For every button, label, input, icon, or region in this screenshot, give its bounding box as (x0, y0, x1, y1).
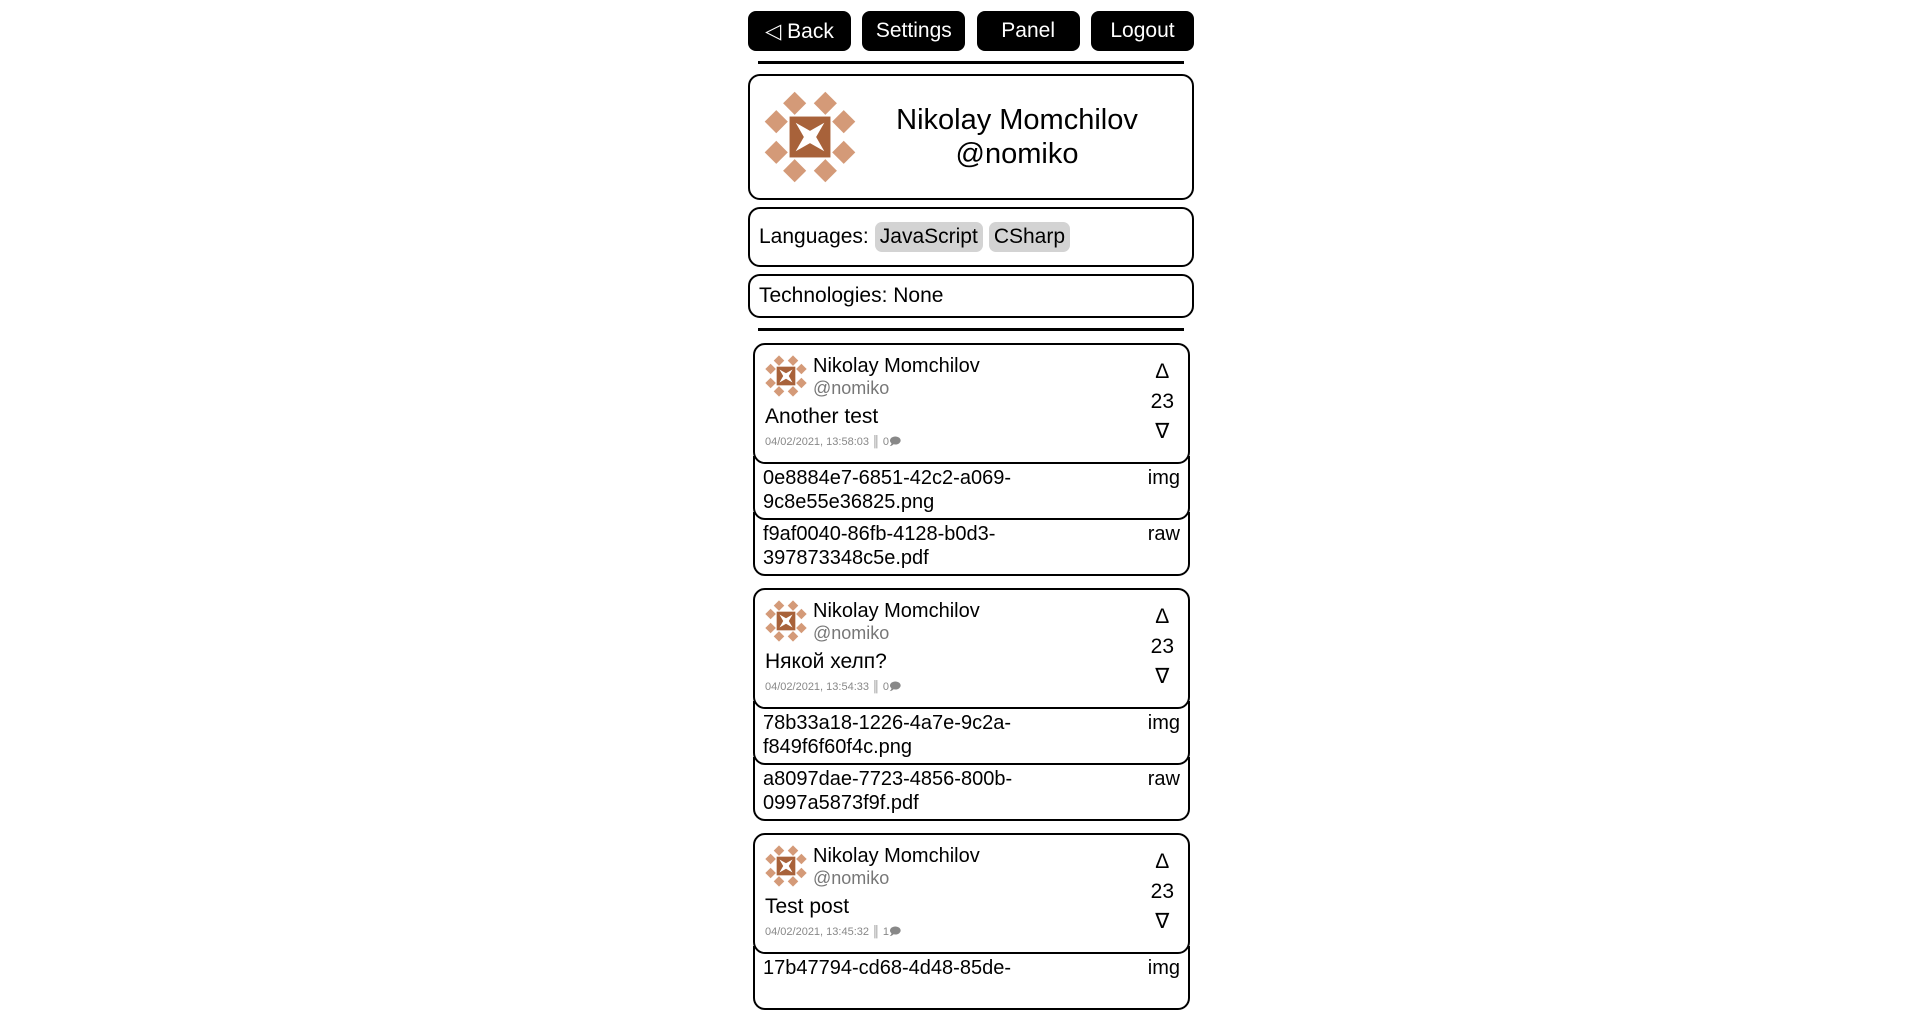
vote-count: 23 (1150, 390, 1174, 413)
downvote-button[interactable]: ∇ (1155, 910, 1170, 933)
post-date: 04/02/2021, 13:45:32 (765, 926, 869, 938)
comment-count: 1 (882, 926, 890, 938)
attachment-row[interactable] (753, 757, 1190, 821)
post-avatar (765, 600, 807, 642)
downvote-button[interactable]: ∇ (1155, 665, 1170, 688)
separator: ║ (872, 926, 880, 938)
post-handle: @nomiko (813, 378, 890, 398)
upvote-button[interactable]: Δ (1155, 605, 1170, 628)
attachment-name[interactable]: a8097dae-7723-4856-800b-0997a5873f9f.pdf (763, 768, 1013, 814)
post-date: 04/02/2021, 13:58:03 (765, 436, 869, 448)
attachment-name[interactable]: 17b47794-cd68-4d48-85de- (763, 957, 1011, 979)
attachment-type: img (1147, 467, 1180, 489)
profile-handle: @nomiko (955, 138, 1079, 170)
post-text: Another test (765, 405, 879, 428)
attachment-name[interactable]: 78b33a18-1226-4a7e-9c2a-f849f6f60f4c.png (763, 712, 1011, 758)
logout-button[interactable]: Logout (1091, 11, 1194, 51)
panel-button[interactable]: Panel (977, 11, 1080, 51)
languages-card (748, 207, 1194, 267)
language-tag[interactable]: CSharp (989, 222, 1070, 252)
settings-button[interactable]: Settings (862, 11, 965, 51)
upvote-button[interactable]: Δ (1155, 850, 1170, 873)
upvote-button[interactable]: Δ (1155, 360, 1170, 383)
separator: ║ (872, 436, 880, 448)
attachment-row[interactable] (753, 946, 1190, 1010)
technologies-card (748, 274, 1194, 318)
post-avatar (765, 355, 807, 397)
post-date: 04/02/2021, 13:54:33 (765, 681, 869, 693)
post-card (753, 833, 1190, 1010)
technologies-text: Technologies: None (759, 284, 944, 307)
profile-card (748, 74, 1194, 200)
post-header[interactable] (753, 343, 1190, 464)
comment-icon: 🗩 (889, 436, 902, 448)
page (748, 11, 1194, 1022)
avatar (764, 91, 856, 183)
divider (758, 328, 1184, 331)
post-card (753, 588, 1190, 821)
post-card (753, 343, 1190, 576)
vote-count: 23 (1150, 635, 1174, 658)
separator: ║ (872, 681, 880, 693)
comment-icon: 🗩 (889, 681, 902, 693)
comment-count: 0 (882, 436, 890, 448)
post-text: Test post (765, 895, 850, 918)
post-avatar (765, 845, 807, 887)
attachment-type: raw (1147, 768, 1180, 790)
downvote-button[interactable]: ∇ (1155, 420, 1170, 443)
post-text: Някой хелп? (765, 650, 887, 673)
attachment-type: raw (1147, 523, 1180, 545)
post-header[interactable] (753, 588, 1190, 709)
attachment-row[interactable] (753, 701, 1190, 765)
profile-name: Nikolay Momchilov (896, 104, 1138, 136)
attachment-row[interactable] (753, 512, 1190, 576)
vote-count: 23 (1150, 880, 1174, 903)
post-author: Nikolay Momchilov (813, 355, 980, 377)
attachment-type: img (1147, 957, 1180, 979)
post-header[interactable] (753, 833, 1190, 954)
language-tag[interactable]: JavaScript (875, 222, 983, 252)
comment-icon: 🗩 (889, 926, 902, 938)
top-nav (748, 11, 1194, 51)
comment-count: 0 (882, 681, 890, 693)
back-button[interactable]: ◁ Back (748, 11, 851, 51)
divider (758, 61, 1184, 64)
post-list (748, 343, 1194, 1010)
post-author: Nikolay Momchilov (813, 845, 980, 867)
post-handle: @nomiko (813, 868, 890, 888)
attachment-row[interactable] (753, 456, 1190, 520)
post-author: Nikolay Momchilov (813, 600, 980, 622)
attachment-type: img (1147, 712, 1180, 734)
post-handle: @nomiko (813, 623, 890, 643)
languages-label: Languages: (759, 225, 869, 248)
attachment-name[interactable]: f9af0040-86fb-4128-b0d3-397873348c5e.pdf (763, 523, 996, 569)
attachment-name[interactable]: 0e8884e7-6851-42c2-a069-9c8e55e36825.png (763, 467, 1011, 513)
